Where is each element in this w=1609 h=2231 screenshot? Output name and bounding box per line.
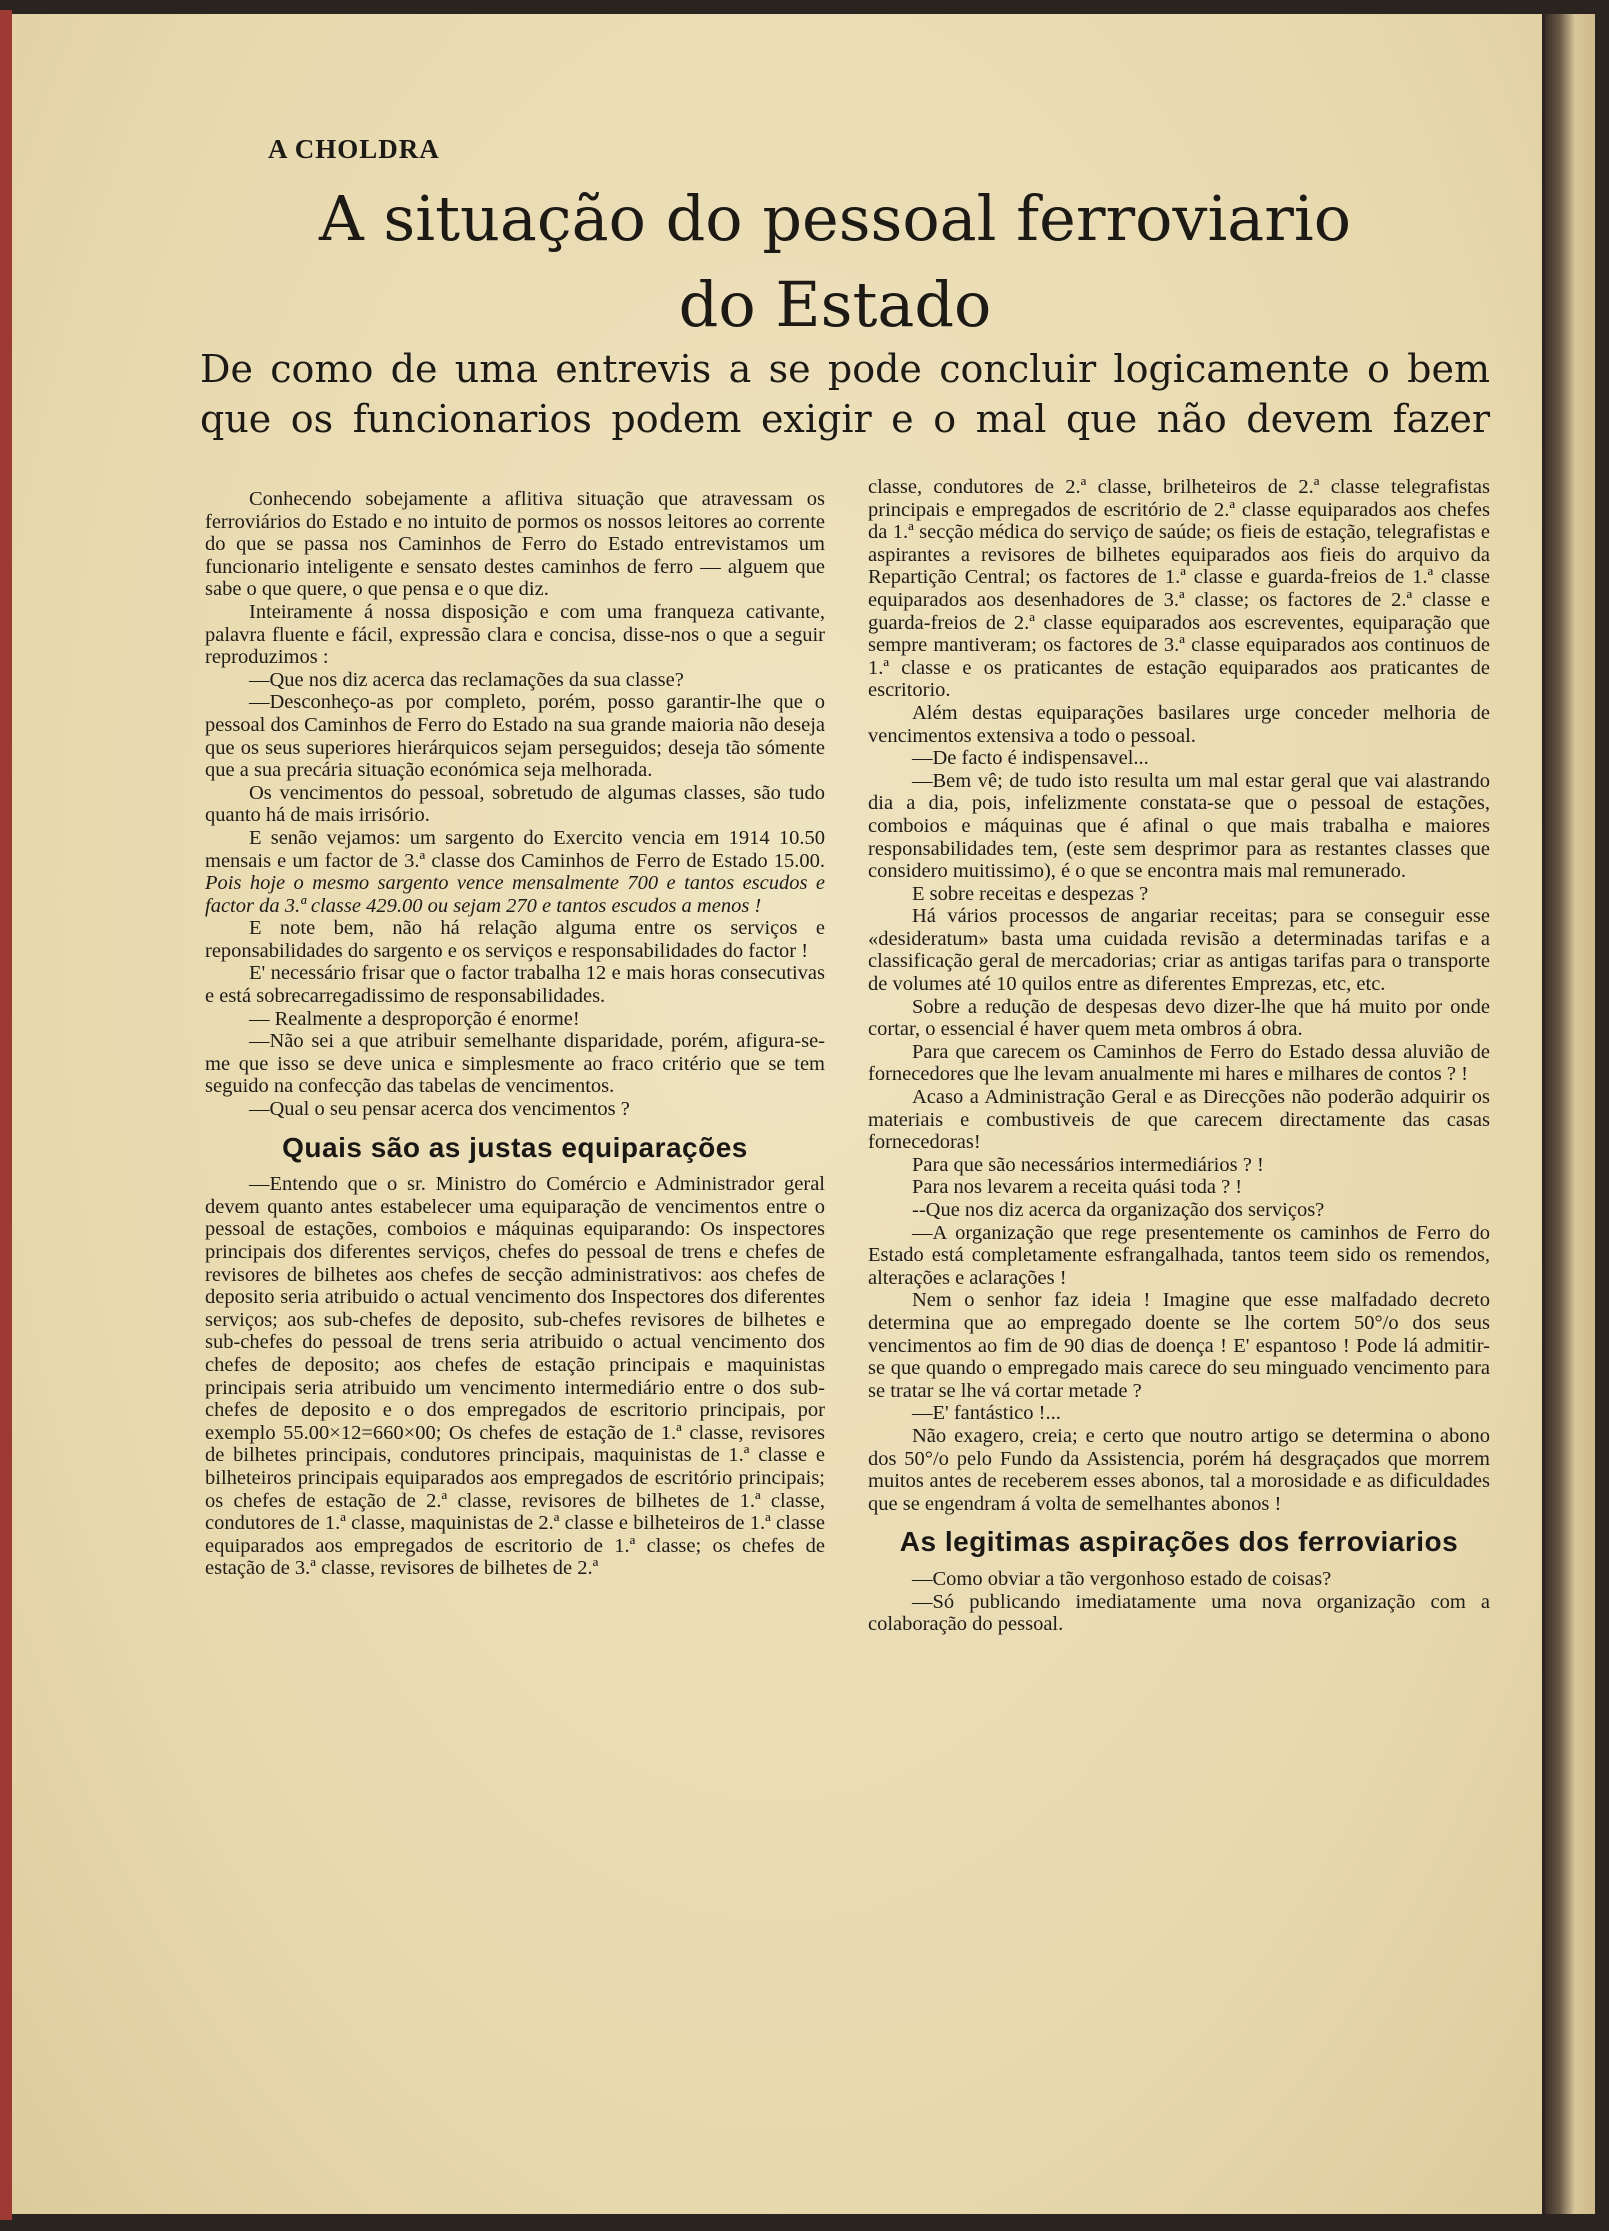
paragraph: Nem o senhor faz ideia ! Imagine que esse malfadado decreto determina que ao empregado doente se lhe cortem 50°/o dos seus vencimentos ao fim de 90 dias de doença ! E' espantoso ! Pode lá admitir-se que quando o empregado mais carece do seu minguado vencimento para se tratar se lhe vá cortar metade ? <box>868 1289 1490 1402</box>
paragraph: Sobre a redução de despesas devo dizer-lhe que há muito por onde cortar, o essencial é haver quem meta ombros á obra. <box>868 995 1490 1041</box>
paragraph: Acaso a Administração Geral e as Direcções não poderão adquirir os materiais e combustiveis de que carecem directamente das casas fornecedoras! <box>868 1086 1490 1154</box>
headline-line-1: A situação do pessoal ferroviario <box>318 182 1352 255</box>
paragraph-italic-text: Pois hoje o mesmo sargento vence mensalmente 700 e tantos escudos e factor da 3.ª classe 429.00 ou sejam 270 e tantos escudos a menos ! <box>205 872 825 917</box>
section-heading: As legitimas aspirações dos ferroviarios <box>899 1526 1459 1558</box>
paragraph: — Realmente a desproporção é enorme! <box>249 1007 580 1030</box>
paragraph <box>205 827 825 917</box>
paragraph: Além destas equiparações basilares urge conceder melhoria de vencimentos extensiva a todo o pessoal. <box>868 701 1490 747</box>
paragraph: --Que nos diz acerca da organização dos serviços? <box>912 1199 1325 1221</box>
paragraph: —Como obviar a tão vergonhoso estado de coisas? <box>912 1567 1332 1590</box>
paragraph: —Bem vê; de tudo isto resulta um mal estar geral que vai alastrando dia a dia, pois, infelizmente constata-se que o pessoal de estações, comboios e máquinas que é afinal o que mais trabalha e maiores responsabilidades tem, (este sem desprimor para as restantes classes que considero muitissimo), é o que se encontra mais mal remunerado. <box>868 769 1490 883</box>
article-subheadline: De como de uma entrevis a se pode concluir logicamente o bem que os funcionarios podem exigir e o mal que não devem fazer <box>200 347 1490 441</box>
paragraph: —De facto é indispensavel... <box>912 747 1149 770</box>
paragraph: —A organização que rege presentemente os caminhos de Ferro do Estado está completamente esfrangalhada, tantos teem sido os remendos, alterações e aclarações ! <box>868 1221 1490 1289</box>
paragraph: —Entendo que o sr. Ministro do Comércio e Administrador geral devem quanto antes estabelecer uma equiparação de vencimentos entre o pessoal de estações, comboios e máquinas equiparando: Os inspectores principais dos diferentes serviços, chefes do pessoal de trens e chefes de revisores de bilhetes aos chefes de secção administrativos: aos chefes de deposito seria atribuido o actual vencimento dos Inspectores dos diferentes serviços; aos sub-chefes de deposito, sub-chefes revisores de bilhetes e sub-chefes do pessoal de trens seria atribuido o actual vencimento dos chefes de deposito; aos chefes de estação principais e maquinistas principais seria atribuido um vencimento intermediário entre o dos sub-chefes de deposito e o dos empregados de escritorio principais, por exemplo 55.00×12=660×00; Os chefes de estação de 1.ª classe, revisores de bilhetes principais, condutores principais, maquinistas de 1.ª classe e bilheteiros principais equiparados aos empregados de escritório principais; os chefes de estação de 2.ª classe, revisores de bilhetes de 1.ª classe, condutores de 1.ª classe, maquinistas de 2.ª classe e bilheteiros de 1.ª classe equiparados aos empregados de escritorio de 1.ª classe; os chefes de estação de 3.ª classe, revisores de bilhetes de 2.ª <box>205 1173 825 1580</box>
paragraph: Inteiramente á nossa disposição e com uma franqueza cativante, palavra fluente e fácil, expressão clara e concisa, disse-nos o que a seguir reproduzimos : <box>205 600 825 669</box>
paragraph: Não exagero, creia; e certo que noutro artigo se determina o abono dos 50°/o pelo Fundo da Assistencia, porém há desgraçados que morrem muitos antes de receberem esses abonos, tal a morosidade e as dificuldades que se engendram á volta de semelhantes abonos ! <box>868 1424 1490 1515</box>
paragraph: E' necessário frisar que o factor trabalha 12 e mais horas consecutivas e está sobrecarregadissimo de responsabilidades. <box>205 962 825 1008</box>
paragraph: Conhecendo sobejamente a aflitiva situação que atravessam os ferroviários do Estado e no intuito de pormos os nossos leitores ao corrente do que se passa nos Caminhos de Ferro do Estado entrevistamos um funcionario inteligente e sensato destes caminhos de ferro — alguem que sabe o que quere, o que pensa e o que diz. <box>205 488 825 601</box>
paragraph: —Não sei a que atribuir semelhante disparidade, porém, afigura-se-me que isso se deve unica e simplesmente ao fraco critério que se tem seguido na confecção das tabelas de vencimentos. <box>205 1030 825 1098</box>
paragraph: —Qual o seu pensar acerca dos vencimentos ? <box>249 1098 630 1121</box>
paragraph: —Desconheço-as por completo, porém, posso garantir-lhe que o pessoal dos Caminhos de Ferro do Estado na sua grande maioria não deseja que os seus superiores hierárquicos sejam perseguidos; deseja tão sómente que a sua precária situação económica seja melhorada. <box>205 691 825 782</box>
paragraph-text: E senão vejamos: um sargento do Exercito vencia em 1914 10.50 mensais e um factor de 3.ª classe dos Caminhos de Ferro de Estado 15.00. <box>205 826 825 872</box>
section-heading: Quais são as justas equiparações <box>282 1131 748 1163</box>
next-page-edge <box>1545 14 1595 2214</box>
paragraph: —Só publicando imediatamente uma nova organização com a colaboração do pessoal. <box>868 1590 1490 1636</box>
paragraph: classe, condutores de 2.ª classe, brilheteiros de 2.ª classe telegrafistas principais e empregados de escritório de 2.ª classe equiparados aos chefes da 1.ª secção médica do serviço de saúde; os fieis de estação, telegrafistas e aspirantes a revisores de bilhetes equiparados aos fieis do arquivo da Repartição Central; os factores de 1.ª classe e guarda-freios de 1.ª classe equiparados aos desenhadores de 3.ª classe; os factores de 2.ª classe e guarda-freios de 2.ª classe equiparados aos escreventes, equiparação que sempre mantiveram; os factores de 3.ª classe equiparados aos continuos de 1.ª classe e os praticantes de estação equiparados aos praticantes de escritorio. <box>868 476 1490 702</box>
right-column <box>868 476 1490 1636</box>
paragraph: Há vários processos de angariar receitas; para se conseguir esse «desideratum» basta uma cuidada revisão a determinadas tarifas e a classificação geral de mercadorias; criar as antigas tarifas para o transporte de volumes até 10 quilos entre as diferentes Emprezas, etc, etc. <box>868 905 1490 996</box>
paragraph: Para nos levarem a receita quási toda ? ! <box>912 1176 1243 1199</box>
paragraph: Para que são necessários intermediários ? ! <box>912 1153 1264 1176</box>
paragraph: —Que nos diz acerca das reclamações da sua classe? <box>249 668 684 691</box>
paragraph: —E' fantástico !... <box>912 1402 1061 1425</box>
paragraph: Os vencimentos do pessoal, sobretudo de algumas classes, são tudo quanto há de mais irrisório. <box>205 781 825 827</box>
section-kicker: A CHOLDRA <box>268 134 440 164</box>
headline-line-2: do Estado <box>678 268 992 341</box>
left-column <box>205 488 825 1580</box>
paragraph: E note bem, não há relação alguma entre os serviços e reponsabilidades do sargento e os serviços e responsabilidades do factor ! <box>205 917 825 962</box>
article-headline <box>200 176 1470 348</box>
page-binding-edge <box>0 10 12 2220</box>
paragraph: Para que carecem os Caminhos de Ferro do Estado dessa aluvião de fornecedores que lhe levam anualmente mi hares e milhares de contos ? ! <box>868 1040 1490 1086</box>
paragraph: E sobre receitas e despezas ? <box>912 882 1149 905</box>
